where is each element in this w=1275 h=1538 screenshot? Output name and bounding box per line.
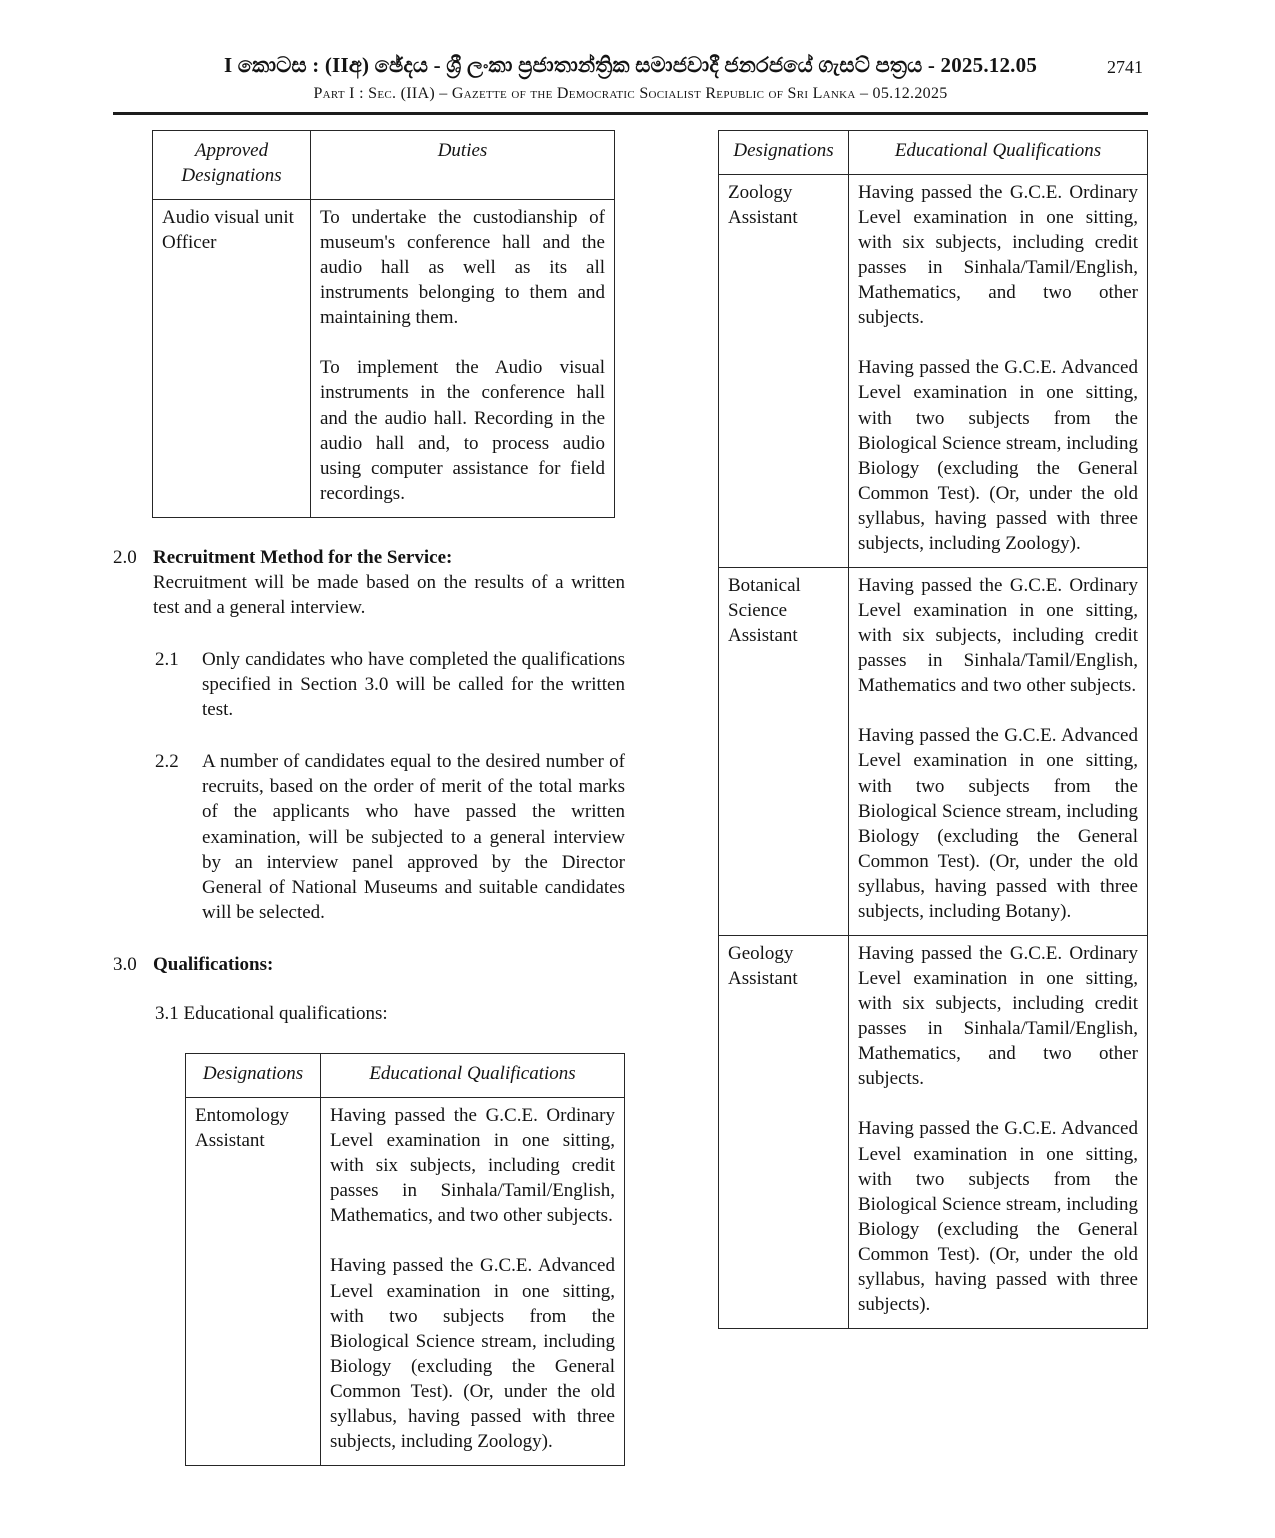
qualifications-table-right — [718, 130, 1148, 1329]
qualification-paragraph: Having passed the G.C.E. Advanced Level examination in one sitting, with two subjects from the Biological Science stream, including Biology (excluding the General Common Test). (Or, under the old syllabus, having passed with three subjects, including Zoology). — [330, 1255, 615, 1453]
qualifications-cell — [321, 1098, 625, 1466]
qualification-paragraph: Having passed the G.C.E. Advanced Level examination in one sitting, with two subjects from the Biological Science stream, including Biology (excluding the General Common Test). (Or, under the old syllabus, having passed with three subjects, including Zoology). — [858, 357, 1138, 554]
table-row — [719, 568, 1148, 936]
designation-cell: Zoology Assistant — [719, 174, 849, 567]
section-title: Recruitment Method for the Service: — [153, 546, 453, 568]
qualifications-table-header-row — [186, 1054, 625, 1098]
section-2-heading — [113, 545, 625, 620]
section-title: Qualifications: — [153, 953, 274, 975]
duty-paragraph: To undertake the custodianship of museum's conference hall and the audio hall as well as its all instruments belonging to them and maintaining them. — [320, 206, 605, 329]
duties-header-duties: Duties — [311, 130, 615, 199]
designation-cell: Geology Assistant — [719, 936, 849, 1329]
qualification-paragraph: Having passed the G.C.E. Advanced Level examination in one sitting, with two subjects from the Biological Science stream, including Biology (excluding the General Common Test). (Or, under the old syllabus, having passed with three subjects, including Botany). — [858, 725, 1138, 922]
qualifications-cell — [849, 174, 1148, 567]
subsection-2-1 — [155, 647, 625, 722]
subsection-number: 2.2 — [155, 751, 179, 773]
qualifications-table-header-row — [719, 130, 1148, 174]
qualifications-cell — [849, 936, 1148, 1329]
table-row — [719, 936, 1148, 1329]
qualifications-table-left — [185, 1053, 625, 1466]
designation-cell: Audio visual unit Officer — [153, 199, 311, 517]
qualification-paragraph: Having passed the G.C.E. Advanced Level examination in one sitting, with two subjects from the Biological Science stream, including Biology (excluding the General Common Test). (Or, under the old syllabus, having passed with three subjects). — [858, 1118, 1138, 1316]
subsection-title: Educational qualifications: — [183, 1002, 388, 1024]
qualifications-cell — [849, 568, 1148, 936]
subsection-number: 2.1 — [155, 649, 179, 671]
table-row — [153, 199, 615, 517]
gazette-title-english: Part I : Sec. (IIA) – Gazette of the Democratic Socialist Republic of Sri Lanka – 05.12.2025 — [313, 84, 948, 102]
left-column — [113, 130, 625, 1466]
section-3-heading — [113, 952, 625, 977]
qualification-paragraph: Having passed the G.C.E. Ordinary Level examination in one sitting, with six subjects, including credit passes in Sinhala/Tamil/English, Mathematics, and two other subjects. — [330, 1105, 615, 1227]
table-row — [719, 174, 1148, 567]
duties-table-header-row — [153, 130, 615, 199]
page-number: 2741 — [1107, 57, 1143, 77]
qual-header-educational-qualifications: Educational Qualifications — [849, 130, 1148, 174]
duty-paragraph: To implement the Audio visual instruments in the conference hall and the audio hall. Recording in the audio hall and, to process audio using computer assistance for field recordings. — [320, 357, 605, 504]
right-column — [718, 130, 1148, 1466]
content-columns — [113, 130, 1148, 1466]
subsection-2-2 — [155, 749, 625, 925]
subsection-text: Only candidates who have completed the qualifications specified in Section 3.0 will be called for the written test. — [202, 649, 625, 721]
subsection-3-1 — [155, 1001, 625, 1026]
duties-header-approved-designations: Approved Designations — [153, 130, 311, 199]
section-number: 2.0 — [113, 546, 137, 568]
qualification-paragraph: Having passed the G.C.E. Ordinary Level examination in one sitting, with six subjects, including credit passes in Sinhala/Tamil/English, Mathematics, and two other subjects. — [858, 181, 1138, 329]
qual-header-educational-qualifications: Educational Qualifications — [321, 1054, 625, 1098]
designation-cell: Entomology Assistant — [186, 1098, 321, 1466]
subsection-text: A number of candidates equal to the desired number of recruits, based on the order of merit of the total marks of the applicants who have passed the written examination, will be subjected to a general interview by an interview panel approved by the Director General of National Museums and suitable candidates will be selected. — [202, 751, 625, 923]
table-row — [186, 1098, 625, 1466]
gazette-title-sinhala: I කොටස : (IIඅ) ඡේදය - ශ්‍රී ලංකා ප්‍රජාතාන්ත්‍රික සමාජවාදී ජනරජයේ ගැසට් පත්‍රය - 2025.12.05 — [223, 53, 1038, 77]
qual-header-designations: Designations — [719, 130, 849, 174]
page-header — [113, 52, 1148, 115]
qual-header-designations: Designations — [186, 1054, 321, 1098]
qualification-paragraph: Having passed the G.C.E. Ordinary Level examination in one sitting, with six subjects, including credit passes in Sinhala/Tamil/English, Mathematics and two other subjects. — [858, 575, 1138, 697]
duties-table — [152, 130, 615, 518]
duties-cell — [311, 199, 615, 517]
qualification-paragraph: Having passed the G.C.E. Ordinary Level examination in one sitting, with six subjects, including credit passes in Sinhala/Tamil/English, Mathematics, and two other subjects. — [858, 943, 1138, 1090]
header-divider — [113, 112, 1148, 115]
designation-cell: Botanical Science Assistant — [719, 568, 849, 936]
subsection-number: 3.1 — [155, 1002, 179, 1024]
section-number: 3.0 — [113, 953, 137, 975]
section-intro: Recruitment will be made based on the results of a written test and a general interview. — [153, 571, 625, 618]
